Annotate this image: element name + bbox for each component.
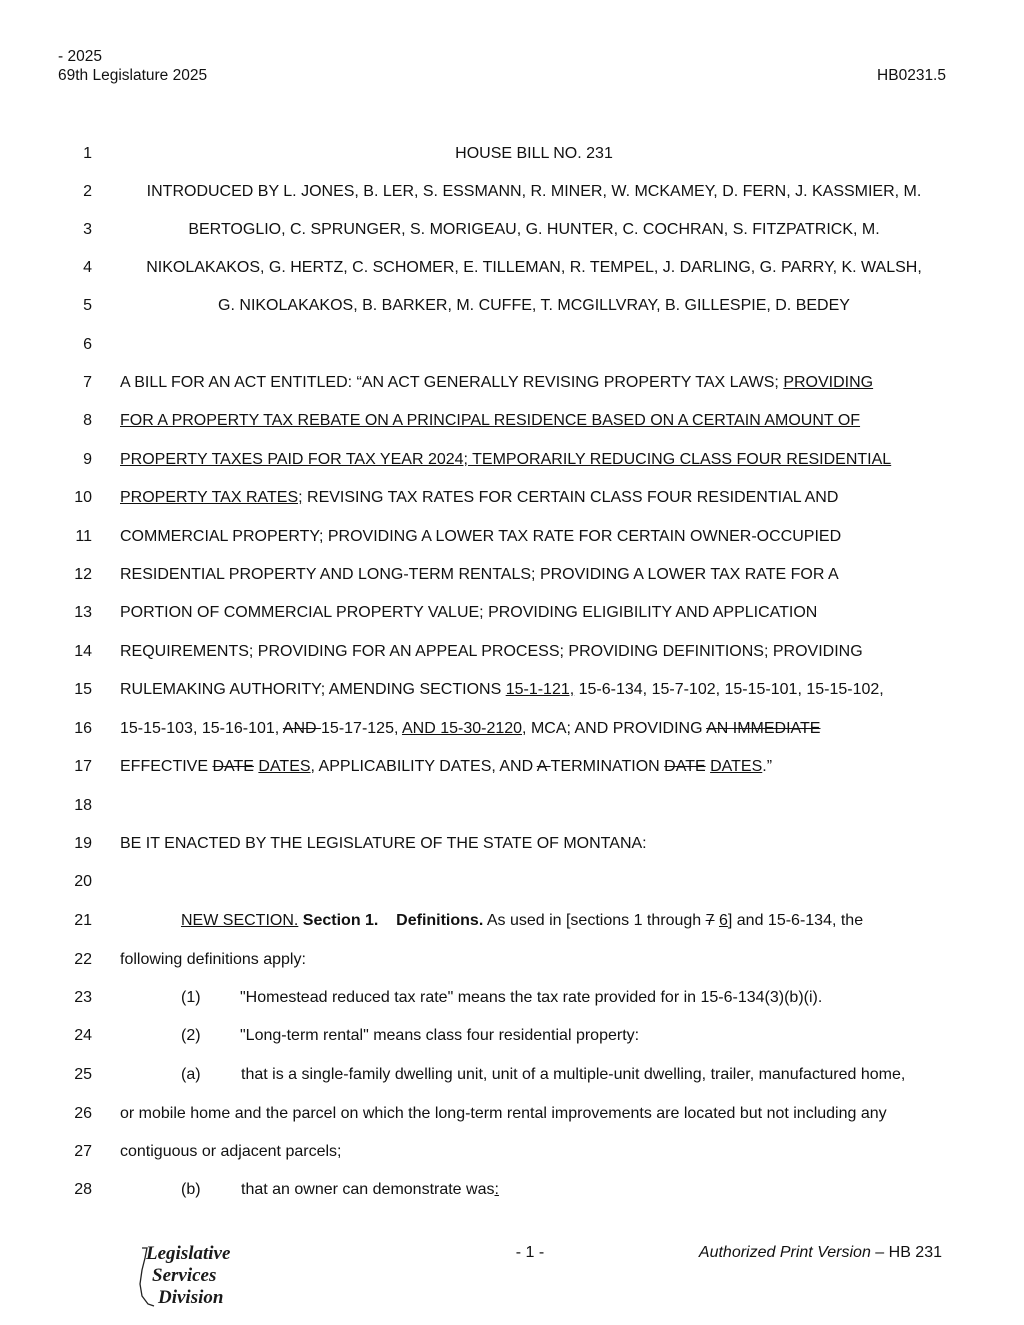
text-run: .”	[762, 758, 773, 775]
line-number: 14	[74, 643, 92, 660]
body-text	[181, 1024, 942, 1048]
title-text: REQUIREMENTS; PROVIDING FOR AN APPEAL PROCESS; PROVIDING DEFINITIONS; PROVIDING	[120, 643, 863, 660]
line-17	[0, 755, 1024, 779]
deleted-text: AND	[282, 720, 322, 737]
inserted-text: DATES	[710, 758, 763, 775]
line-number: 2	[83, 183, 92, 200]
line-number: 20	[74, 873, 92, 890]
line-3	[0, 218, 1024, 242]
line-number: 26	[74, 1105, 92, 1122]
body-text: contiguous or adjacent parcels;	[120, 1143, 342, 1160]
text-run: MCA; AND PROVIDING	[526, 720, 707, 737]
body-text	[181, 1063, 942, 1087]
deleted-text: AN IMMEDIATE	[706, 720, 821, 737]
authorized-print-version	[699, 1244, 942, 1262]
body-text: following definitions apply:	[120, 951, 306, 968]
line-number: 13	[74, 604, 92, 621]
line-number: 15	[74, 681, 92, 698]
subsection-marker: (1)	[181, 989, 201, 1006]
line-number: 4	[83, 259, 92, 276]
line-number: 16	[74, 720, 92, 737]
text-run: that is a single-family dwelling unit, unit of a multiple-unit dwelling, trailer, manufactured home,	[241, 1066, 906, 1083]
title-text	[120, 486, 942, 510]
line-number: 3	[83, 221, 92, 238]
text-run: EFFECTIVE	[120, 758, 213, 775]
header-year-line: - 2025	[58, 48, 102, 65]
line-8	[0, 409, 1024, 433]
deleted-text: DATE	[212, 758, 254, 775]
text-run: TERMINATION	[550, 758, 665, 775]
text-run: 15-15-103, 15-16-101,	[120, 720, 283, 737]
line-number: 25	[74, 1066, 92, 1083]
sponsors-text: INTRODUCED BY L. JONES, B. LER, S. ESSMANN, R. MINER, W. MCKAMEY, D. FERN, J. KASSMIER, M.	[146, 183, 922, 200]
apv-bill: – HB 231	[870, 1244, 942, 1261]
subsection-marker: (a)	[181, 1066, 201, 1083]
line-26	[0, 1102, 1024, 1126]
title-text: RESIDENTIAL PROPERTY AND LONG-TERM RENTALS; PROVIDING A LOWER TAX RATE FOR A	[120, 566, 839, 583]
text-run: "Long-term rental" means class four residential property:	[240, 1027, 640, 1044]
enacting-clause: BE IT ENACTED BY THE LEGISLATURE OF THE STATE OF MONTANA:	[120, 835, 647, 852]
text-run: RULEMAKING AUTHORITY; AMENDING SECTIONS	[120, 681, 506, 698]
title-text	[120, 371, 942, 395]
text-run: REVISING TAX RATES FOR CERTAIN CLASS FOUR RESIDENTIAL AND	[302, 489, 839, 506]
inserted-text: PROVIDING	[783, 374, 874, 391]
line-18	[0, 794, 1024, 818]
line-10	[0, 486, 1024, 510]
text-run: 15-17-125,	[321, 720, 402, 737]
line-25	[0, 1063, 1024, 1087]
line-21	[0, 909, 1024, 933]
logo-word: Legislative	[146, 1243, 231, 1264]
line-number: 7	[83, 374, 92, 391]
inserted-text: 15-1-121,	[505, 681, 575, 698]
line-number: 11	[75, 528, 92, 545]
line-15	[0, 678, 1024, 702]
line-4	[0, 256, 1024, 280]
line-number: 12	[74, 566, 92, 583]
subsection-marker: (b)	[181, 1181, 201, 1198]
title-text	[120, 755, 942, 779]
inserted-text: FOR A PROPERTY TAX REBATE ON A PRINCIPAL RESIDENCE BASED ON A CERTAIN AMOUNT OF	[120, 412, 861, 429]
title-text: COMMERCIAL PROPERTY; PROVIDING A LOWER TAX RATE FOR CERTAIN OWNER-OCCUPIED	[120, 528, 842, 545]
title-text	[120, 448, 942, 472]
line-number: 10	[74, 489, 92, 506]
line-2	[0, 180, 1024, 204]
line-23	[0, 986, 1024, 1010]
line-number: 5	[83, 297, 92, 314]
new-section-label: NEW SECTION.	[181, 912, 299, 929]
sponsors-text: G. NIKOLAKAKOS, B. BARKER, M. CUFFE, T. MCGILLVRAY, B. GILLESPIE, D. BEDEY	[218, 297, 850, 314]
inserted-text: PROPERTY TAX RATES;	[120, 489, 303, 506]
line-number: 6	[83, 336, 92, 353]
text-run: A BILL FOR AN ACT ENTITLED: “AN ACT GENERALLY REVISING PROPERTY TAX LAWS;	[120, 374, 784, 391]
line-13	[0, 601, 1024, 625]
inserted-text: AND 15-30-2120,	[401, 720, 527, 737]
line-number: 27	[74, 1143, 92, 1160]
line-9	[0, 448, 1024, 472]
line-number: 19	[74, 835, 92, 852]
line-number: 18	[74, 797, 92, 814]
line-24	[0, 1024, 1024, 1048]
logo-word: Services	[152, 1265, 217, 1286]
text-run: , APPLICABILITY DATES, AND	[310, 758, 537, 775]
bill-number-title: HOUSE BILL NO. 231	[455, 145, 613, 162]
line-number: 28	[74, 1181, 92, 1198]
line-number: 8	[83, 412, 92, 429]
text-run: that an owner can demonstrate was	[241, 1181, 495, 1198]
title-text	[120, 717, 942, 741]
title-text	[120, 409, 942, 433]
line-number: 22	[74, 951, 92, 968]
line-6	[0, 333, 1024, 357]
inserted-text: PROPERTY TAXES PAID FOR TAX YEAR 2024; TEMPORARILY REDUCING CLASS FOUR RESIDENTIAL	[120, 451, 892, 468]
line-1	[0, 142, 1024, 166]
line-14	[0, 640, 1024, 664]
line-5	[0, 294, 1024, 318]
body-text	[181, 1178, 942, 1202]
line-11	[0, 525, 1024, 549]
line-12	[0, 563, 1024, 587]
inserted-text: 6	[718, 912, 728, 929]
line-7	[0, 371, 1024, 395]
title-text: PORTION OF COMMERCIAL PROPERTY VALUE; PROVIDING ELIGIBILITY AND APPLICATION	[120, 604, 818, 621]
page-number: - 1 -	[515, 1244, 545, 1261]
text-run: As used in [sections 1 through	[483, 912, 706, 929]
title-text	[120, 678, 942, 702]
sponsors-text: NIKOLAKAKOS, G. HERTZ, C. SCHOMER, E. TILLEMAN, R. TEMPEL, J. DARLING, G. PARRY, K. WALSH,	[146, 259, 922, 276]
line-number: 17	[74, 758, 92, 775]
line-number: 1	[83, 145, 92, 162]
line-number: 21	[74, 912, 92, 929]
body-text: or mobile home and the parcel on which the long-term rental improvements are located but not including any	[120, 1105, 887, 1122]
inserted-text: :	[494, 1181, 499, 1198]
line-27	[0, 1140, 1024, 1164]
inserted-text: DATES	[258, 758, 311, 775]
logo-word: Division	[158, 1287, 224, 1308]
deleted-text: A	[536, 758, 551, 775]
line-28	[0, 1178, 1024, 1202]
text-run: ] and 15-6-134, the	[727, 912, 864, 929]
text-run: 15-6-134, 15-7-102, 15-15-101, 15-15-102,	[574, 681, 884, 698]
line-19	[0, 832, 1024, 856]
header-legislature: 69th Legislature 2025	[58, 67, 208, 84]
line-16	[0, 717, 1024, 741]
line-20	[0, 870, 1024, 894]
deleted-text: DATE	[664, 758, 706, 775]
header-bill-code: HB0231.5	[877, 67, 946, 84]
text-run: "Homestead reduced tax rate" means the tax rate provided for in 15-6-134(3)(b)(i).	[240, 989, 823, 1006]
line-22	[0, 948, 1024, 972]
legislative-services-division-logo	[136, 1244, 246, 1314]
section-title: Definitions.	[396, 912, 484, 929]
line-number: 24	[74, 1027, 92, 1044]
subsection-marker: (2)	[181, 1027, 201, 1044]
line-number: 23	[74, 989, 92, 1006]
section-heading	[181, 909, 942, 933]
line-number: 9	[83, 451, 92, 468]
deleted-text: 7	[705, 912, 715, 929]
section-number: Section 1.	[302, 912, 379, 929]
body-text	[181, 986, 942, 1010]
sponsors-text: BERTOGLIO, C. SPRUNGER, S. MORIGEAU, G. HUNTER, C. COCHRAN, S. FITZPATRICK, M.	[188, 221, 880, 238]
apv-label: Authorized Print Version	[698, 1244, 871, 1261]
